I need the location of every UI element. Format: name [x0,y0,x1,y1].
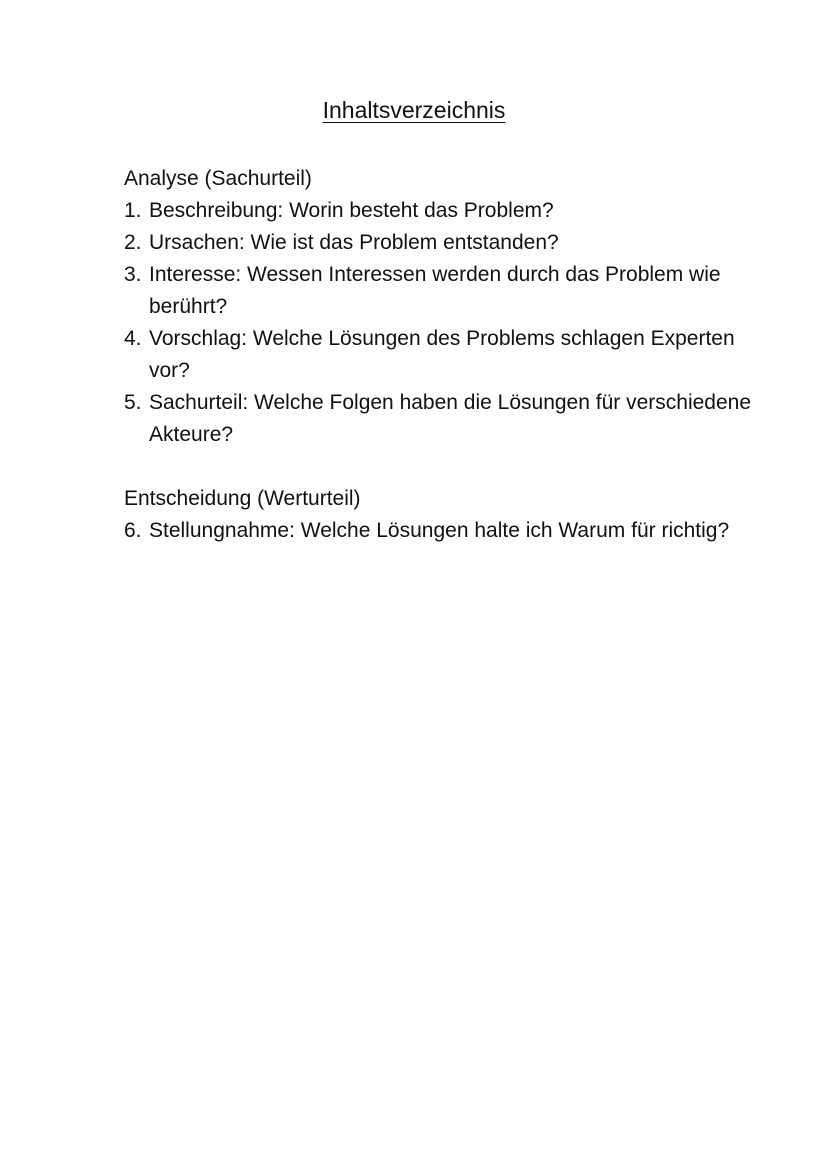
toc-item-number: 5. [124,391,142,414]
table-of-contents [124,163,764,579]
toc-item [124,323,764,387]
section-analyse [124,163,764,451]
toc-item-text: Interesse: Wessen Interessen werden durch das Problem wie berührt? [149,263,721,318]
section-heading: Entscheidung (Werturteil) [124,487,361,510]
toc-item [124,259,764,323]
toc-list [124,195,764,451]
toc-item-number: 6. [124,519,142,542]
toc-item-text: Ursachen: Wie ist das Problem entstanden? [149,231,559,254]
toc-item-text: Sachurteil: Welche Folgen haben die Lösungen für verschiedene Akteure? [149,391,752,446]
section-entscheidung [124,483,764,547]
toc-item-number: 3. [124,263,142,286]
toc-item-number: 1. [124,199,142,222]
page-title-text: Inhaltsverzeichnis [322,97,506,123]
page-title [0,94,828,126]
toc-item-text: Vorschlag: Welche Lösungen des Problems schlagen Experten vor? [149,327,735,382]
toc-item [124,515,764,547]
toc-item-text: Beschreibung: Worin besteht das Problem? [149,199,554,222]
toc-item [124,387,764,451]
toc-item-number: 4. [124,327,142,350]
section-heading: Analyse (Sachurteil) [124,167,312,190]
toc-item-number: 2. [124,231,142,254]
toc-item-text: Stellungnahme: Welche Lösungen halte ich Warum für richtig? [149,519,730,542]
toc-item [124,227,764,259]
toc-item [124,195,764,227]
toc-list [124,515,764,547]
